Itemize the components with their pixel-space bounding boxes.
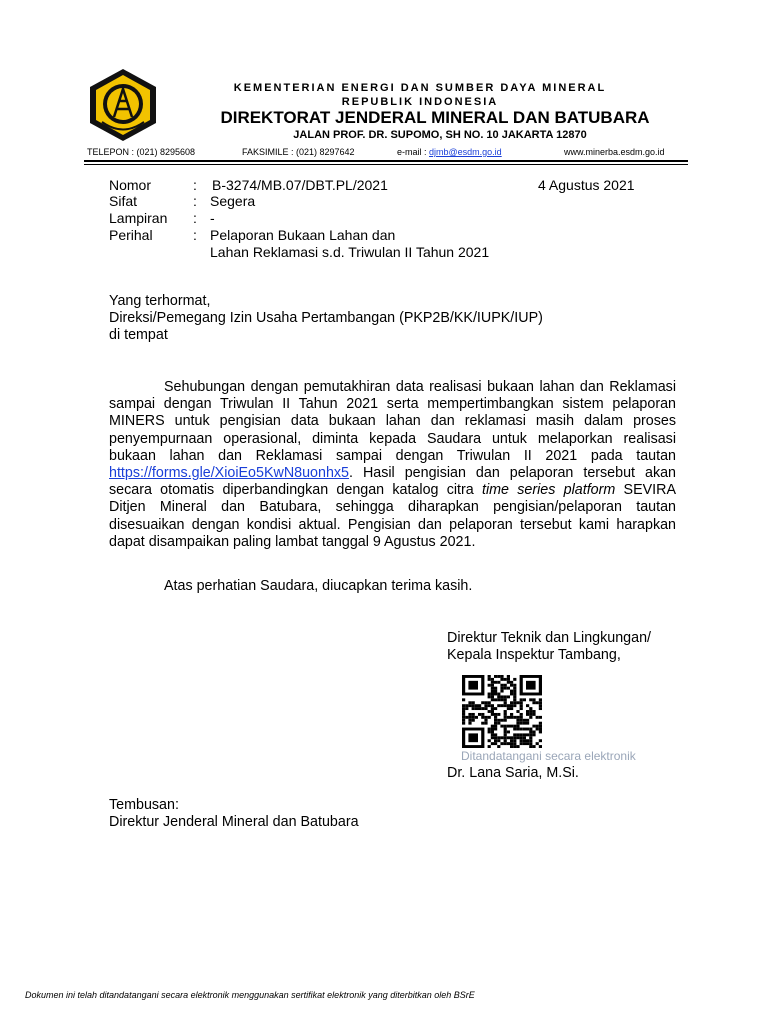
signer-title-2: Kepala Inspektur Tambang, (447, 647, 621, 663)
directorate-name: DIREKTORAT JENDERAL MINERAL DAN BATUBARA (220, 108, 650, 127)
telephone: TELEPON : (021) 8295608 (87, 147, 196, 157)
perihal-colon: : (193, 227, 197, 243)
address: JALAN PROF. DR. SUPOMO, SH NO. 10 JAKARTA 12870 (293, 129, 587, 141)
lampiran-colon: : (193, 210, 197, 226)
tembusan-label: Tembusan: (109, 797, 179, 813)
email-line (397, 147, 502, 157)
header-rule-thick (84, 160, 688, 162)
perihal-line-2: Lahan Reklamasi s.d. Triwulan II Tahun 2021 (210, 244, 490, 260)
recipient-name: Direksi/Pemegang Izin Usaha Pertambangan (PKP2B/KK/IUPK/IUP) (109, 310, 543, 326)
body-italic: time series platform (482, 482, 616, 499)
closing-line: Atas perhatian Saudara, diucapkan terima kasih. (164, 578, 473, 594)
tembusan-item: Direktur Jenderal Mineral dan Batubara (109, 814, 359, 830)
perihal-line-1: Pelaporan Bukaan Lahan dan (210, 227, 396, 243)
ministry-name: KEMENTERIAN ENERGI DAN SUMBER DAYA MINERAL (233, 82, 607, 94)
body-text-1: Sehubungan dengan pemutakhiran data realisasi bukaan lahan dan Reklamasi sampai dengan Triwulan II Tahun 2021 serta mempertimbangkan sistem pelaporan MINERS untuk pengisian data bukaan lahan dan reklamasi masih dalam proses penyempurnaan operasional, diminta kepada Saudara untuk melaporkan realisasi bukaan lahan dan Reklamasi sampai dengan Triwulan II 2021 pada tautan (109, 379, 676, 464)
footer-note: Dokumen ini telah ditandatangani secara elektronik menggunakan sertifikat elektronik yang diterbitkan oleh BSrE (25, 990, 475, 1000)
e-signature-caption: Ditandatangani secara elektronik (461, 749, 636, 763)
sifat-label: Sifat (109, 193, 138, 209)
signer-name: Dr. Lana Saria, M.Si. (447, 765, 579, 781)
email-link[interactable]: djmb@esdm.go.id (429, 147, 502, 157)
perihal-label: Perihal (109, 227, 153, 243)
letter-date: 4 Agustus 2021 (538, 177, 635, 193)
body-text-3: SEVIRA Ditjen Mineral dan Batubara, sehingga diharapkan pengisian/pelaporan tautan disesuaikan dengan kondisi aktual. Pengisian dan pelaporan tersebut kami harapkan dapat disampaikan paling lambat tanggal 9 Agustus 2021. (109, 482, 676, 550)
ministry-logo (88, 67, 158, 143)
recipient-place: di tempat (109, 327, 168, 343)
republic-name: REPUBLIK INDONESIA (341, 96, 499, 108)
body-text-2: . Hasil pengisian dan pelaporan tersebut akan secara otomatis diperbandingkan dengan katalog citra (109, 465, 676, 499)
nomor-label: Nomor (109, 177, 152, 193)
form-link[interactable]: https://forms.gle/XioiEo5KwN8uonhx5 (109, 465, 349, 482)
fax: FAKSIMILE : (021) 8297642 (242, 147, 355, 157)
lampiran-label: Lampiran (109, 210, 168, 226)
header-rule-thin (84, 164, 688, 165)
nomor-value: B-3274/MB.07/DBT.PL/2021 (212, 177, 388, 193)
salutation: Yang terhormat, (109, 293, 211, 309)
body-paragraph (109, 379, 676, 551)
email-label: e-mail : (397, 147, 430, 157)
sifat-colon: : (193, 193, 197, 209)
nomor-colon: : (193, 177, 197, 193)
sifat-value: Segera (210, 193, 256, 209)
lampiran-value: - (210, 210, 215, 226)
qr-code (462, 675, 542, 748)
website: www.minerba.esdm.go.id (564, 147, 665, 157)
signer-title-1: Direktur Teknik dan Lingkungan/ (447, 630, 651, 646)
